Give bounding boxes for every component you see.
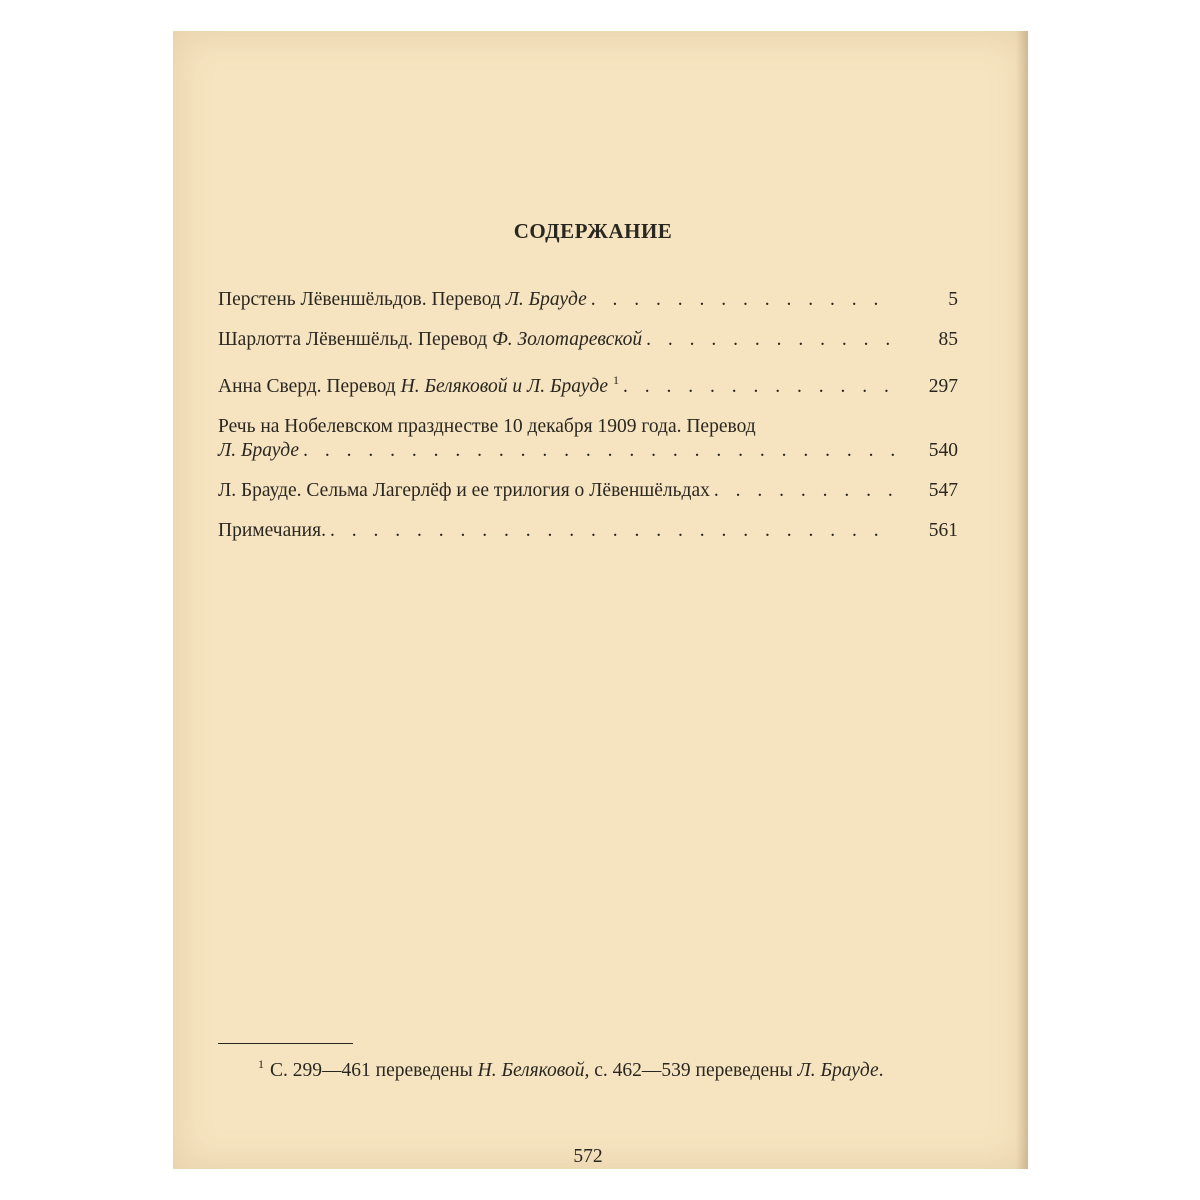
toc-entry [218,288,958,312]
toc-entry-text: Примечания. [218,520,326,541]
toc-leader-dots [330,519,894,543]
toc-entry-text: Шарлотта Лёвеншёльд. Перевод Ф. Золотаревской [218,329,643,350]
book-page [173,31,1028,1169]
toc-leader-dots [623,375,894,399]
toc-page-number: 561 [928,520,958,541]
toc-entry-text: Перстень Лёвеншёльдов. Перевод Л. Брауде [218,289,587,310]
toc-entry [218,415,958,463]
toc-page-number: 5 [948,289,958,310]
toc-entry [218,328,958,352]
footnote-divider [218,1043,353,1044]
page-title: СОДЕРЖАНИЕ [513,219,673,243]
toc-entry [218,368,958,399]
toc-leader-dots [714,479,894,503]
toc-page-number: 85 [938,329,958,350]
toc-entry [218,479,958,503]
toc-entry-text-continued: Л. Брауде [218,440,300,461]
toc-leader-dots [646,328,894,352]
page-number: 572 [573,1146,603,1167]
footnote-mark: 1 [258,1057,264,1071]
toc-entry-text: Речь на Нобелевском празднестве 10 декабря 1909 года. Перевод [218,416,756,437]
toc-page-number: 547 [928,480,958,501]
page-edge-shadow [1016,31,1028,1169]
toc-page-number: 297 [928,376,958,397]
toc-leader-dots [591,288,894,312]
toc-entry [218,519,958,543]
footnote: $^1$ С. 299—461 переведены Н. Беляковой, с. 462—539 переведены Л. Брауде. [258,1057,884,1081]
toc-leader-dots [303,439,894,463]
toc-page-number: 540 [928,440,958,461]
table-of-contents [218,288,958,559]
toc-entry-text: Л. Брауде. Сельма Лагерлёф и ее трилогия о Лёвеншёльдах [218,480,710,501]
toc-entry-text: Анна Сверд. Перевод Н. Беляковой и Л. Брауде $^1$ [218,373,619,397]
